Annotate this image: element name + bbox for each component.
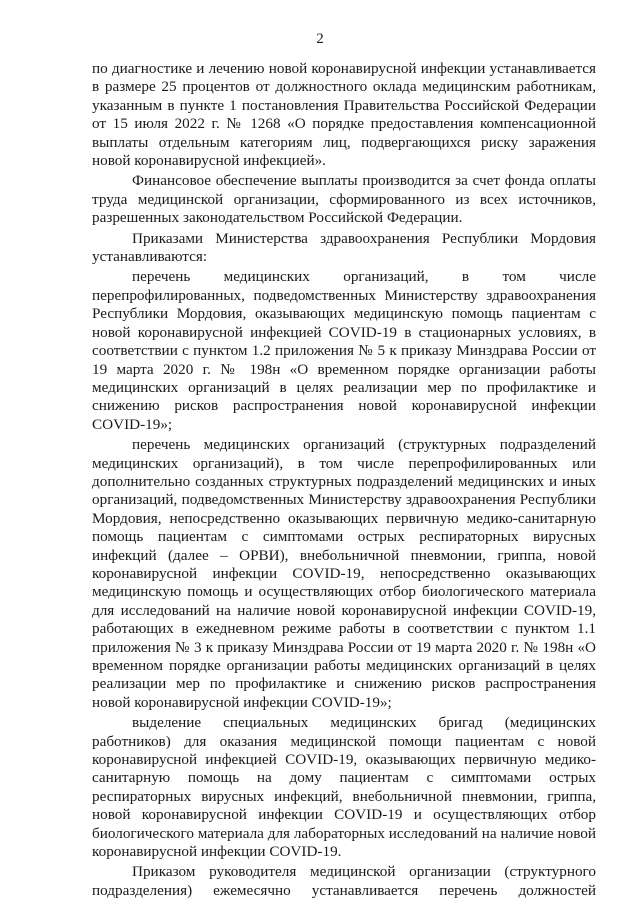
paragraph-list-primary-care: перечень медицинских организаций (структурных подразделений медицинских организаций), в том числе перепрофилированных или дополнительно созданных структурных подразделений медицинских и иных организаций, подведомственных Министерству здравоохранения Республики Мордовия, непосредственно оказывающих первичную медико-санитарную помощь пациентам с симптомами острых респираторных вирусных инфекций (далее – ОРВИ), внебольничной пневмонии, гриппа, новой коронавирусной инфекции COVID-19, непосредственно оказывающих медицинскую помощь и осуществляющих отбор биологического материала для исследований на наличие новой коронавирусной инфекции COVID-19, работающих в ежедневном режиме работы в соответствии с пунктом 1.1 приложения № 3 к приказу Минздрава России от 19 марта 2020 г. № 198н «О временном порядке организации работы медицинских организаций в целях реализации мер по профилактике и снижению рисков распространения новой коронавирусной инфекции COVID-19»; [92,436,596,711]
paragraph-orders-intro: Приказами Министерства здравоохранения Республики Мордовия устанавливаются: [92,229,596,266]
paragraph-continuation: по диагностике и лечению новой коронавирусной инфекции устанавливается в размере 25 процентов от должностного оклада медицинским работникам, указанным в пункте 1 постановления Правительства Российской Федерации от 15 июля 2022 г. № 1268 «О порядке предоставления компенсационной выплаты отдельным категориям лиц, подвергающихся риску заражения новой коронавирусной инфекцией». [92,60,596,170]
page-number: 2 [316,31,324,47]
document-body [92,60,596,902]
paragraph-head-order: Приказом руководителя медицинской организации (структурного подразделения) ежемесячно устанавливается перечень должностей [92,863,596,899]
paragraph-financing: Финансовое обеспечение выплаты производится за счет фонда оплаты труда медицинской организации, сформированного из всех источников, разрешенных законодательством Российской Федерации. [92,172,596,227]
paragraph-special-teams: выделение специальных медицинских бригад (медицинских работников) для оказания медицинской помощи пациентам с новой коронавирусной инфекцией COVID-19, оказывающих первичную медико-санитарную помощь на дому пациентам с симптомами острых респираторных вирусных инфекций, внебольничной пневмонии, гриппа, новой коронавирусной инфекции COVID-19 и осуществляющих отбор биологического материала для лабораторных исследований на наличие новой коронавирусной инфекции COVID-19. [92,714,596,861]
paragraph-list-inpatient: перечень медицинских организаций, в том числе перепрофилированных, подведомственных Министерству здравоохранения Республики Мордовия, оказывающих медицинскую помощь пациентам с новой коронавирусной инфекцией COVID-19 в стационарных условиях, в соответствии с пунктом 1.2 приложения № 5 к приказу Минздрава России от 19 марта 2020 г. № 198н «О временном порядке организации работы медицинских организаций в целях реализации мер по профилактике и снижению рисков распространения новой коронавирусной инфекции COVID-19»; [92,268,596,433]
